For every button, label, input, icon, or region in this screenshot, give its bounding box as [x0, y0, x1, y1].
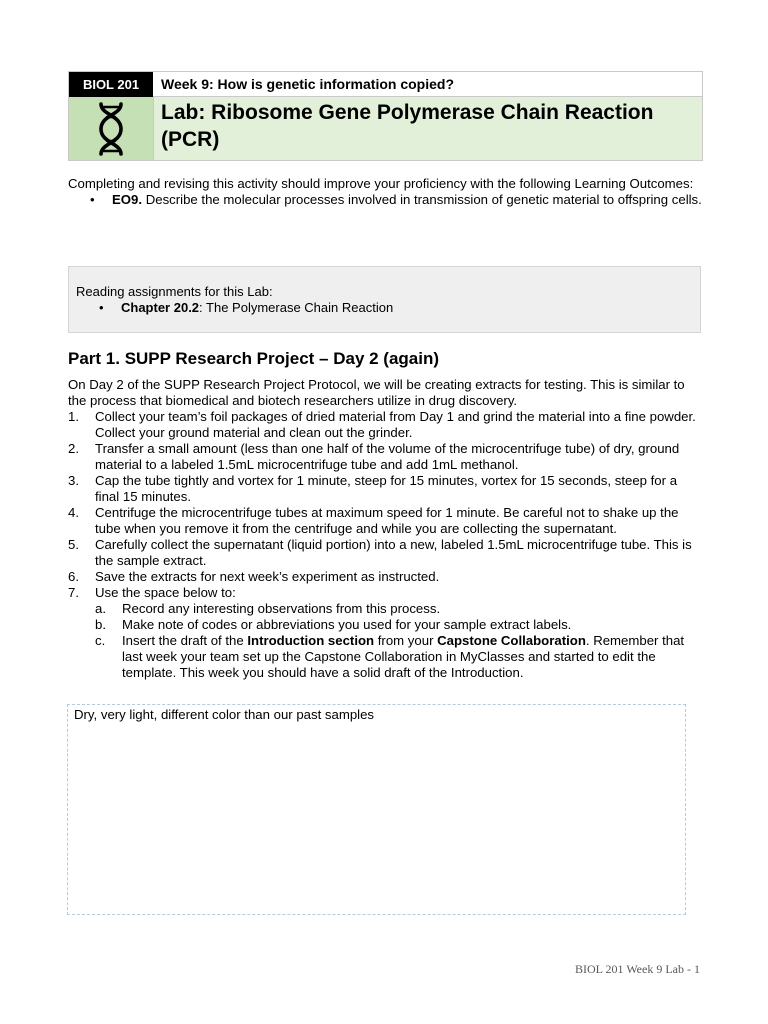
protocol-section [68, 377, 700, 681]
substep-text: from your [374, 633, 438, 648]
step-item [68, 409, 700, 441]
outcome-text: Describe the molecular processes involved in transmission of genetic material to offspring cells. [142, 192, 702, 207]
step-item [68, 473, 700, 505]
substeps-list [95, 601, 700, 681]
reading-chapter: Chapter 20.2 [121, 300, 200, 315]
response-box[interactable] [67, 704, 686, 915]
step-item [68, 441, 700, 473]
substep-item [95, 601, 700, 617]
step-item [68, 569, 700, 585]
part1-heading: Part 1. SUPP Research Project – Day 2 (again) [68, 349, 440, 368]
substep-text: Record any interesting observations from this process. [122, 601, 441, 616]
course-code: BIOL 201 [69, 72, 153, 97]
substep-text: . Remember that last week your team set up the Capstone Collaboration in MyClasses and started to edit the template. This week you should have a solid draft of the Introduction. [122, 633, 685, 680]
step-number: 7. [68, 585, 79, 600]
step-text: Collect your team’s foil packages of dried material from Day 1 and grind the material into a fine powder. Collect your ground material and clean out the grinder. [95, 409, 696, 440]
dna-icon [97, 101, 125, 157]
reading-chapter-title: : The Polymerase Chain Reaction [199, 300, 394, 315]
substep-text: Insert the draft of the [122, 633, 248, 648]
week-title: Week 9: How is genetic information copied? [153, 72, 702, 97]
reading-list [69, 300, 700, 316]
protocol-intro: On Day 2 of the SUPP Research Project Protocol, we will be creating extracts for testing. This is similar to the process that biomedical and biotech researchers utilize in drug discovery. [68, 377, 685, 408]
substep-item [95, 617, 700, 633]
step-number: 2. [68, 441, 79, 456]
step-text: Centrifuge the microcentrifuge tubes at maximum speed for 1 minute. Be careful not to shake up the tube when you remove it from the centrifuge and while you are collecting the supernatant. [95, 505, 679, 536]
learning-outcomes [68, 176, 708, 208]
step-number: 6. [68, 569, 79, 584]
lab-title: Lab: Ribosome Gene Polymerase Chain Reaction (PCR) [161, 101, 654, 151]
reading-heading: Reading assignments for this Lab: [76, 284, 273, 299]
step-number: 3. [68, 473, 79, 488]
reading-item [121, 300, 700, 316]
reading-box [68, 266, 701, 333]
introduction-section-label: Introduction section [247, 633, 375, 648]
outcome-item [112, 192, 708, 208]
header-table [68, 71, 703, 161]
capstone-collaboration-label: Capstone Collaboration [437, 633, 586, 648]
step-item [68, 505, 700, 537]
step-number: 5. [68, 537, 79, 552]
steps-list [68, 409, 700, 681]
substep-letter: b. [95, 617, 106, 632]
intro-text: Completing and revising this activity should improve your proficiency with the following Learning Outcomes: [68, 176, 694, 191]
step-text: Use the space below to: [95, 585, 236, 600]
step-text: Save the extracts for next week’s experiment as instructed. [95, 569, 440, 584]
substep-item [95, 633, 700, 681]
step-item [68, 537, 700, 569]
icon-cell [69, 97, 153, 160]
step-number: 4. [68, 505, 79, 520]
substep-text: Make note of codes or abbreviations you used for your sample extract labels. [122, 617, 572, 632]
step-text: Carefully collect the supernatant (liquid portion) into a new, labeled 1.5mL microcentrifuge tube. This is the sample extract. [95, 537, 692, 568]
step-text: Cap the tube tightly and vortex for 1 minute, steep for 15 minutes, vortex for 15 seconds, steep for a final 15 minutes. [95, 473, 678, 504]
response-text[interactable]: Dry, very light, different color than our past samples [74, 707, 375, 722]
substep-letter: a. [95, 601, 106, 616]
page-footer: BIOL 201 Week 9 Lab - 1 [574, 962, 700, 976]
step-number: 1. [68, 409, 79, 424]
substep-letter: c. [95, 633, 106, 648]
outcome-code: EO9. [112, 192, 143, 207]
step-item [68, 585, 700, 681]
title-cell [153, 97, 702, 160]
step-text: Transfer a small amount (less than one half of the volume of the microcentrifuge tube) of dry, ground material to a labeled 1.5mL microcentrifuge tube and add 1mL methanol. [95, 441, 680, 472]
outcome-list [68, 192, 708, 208]
